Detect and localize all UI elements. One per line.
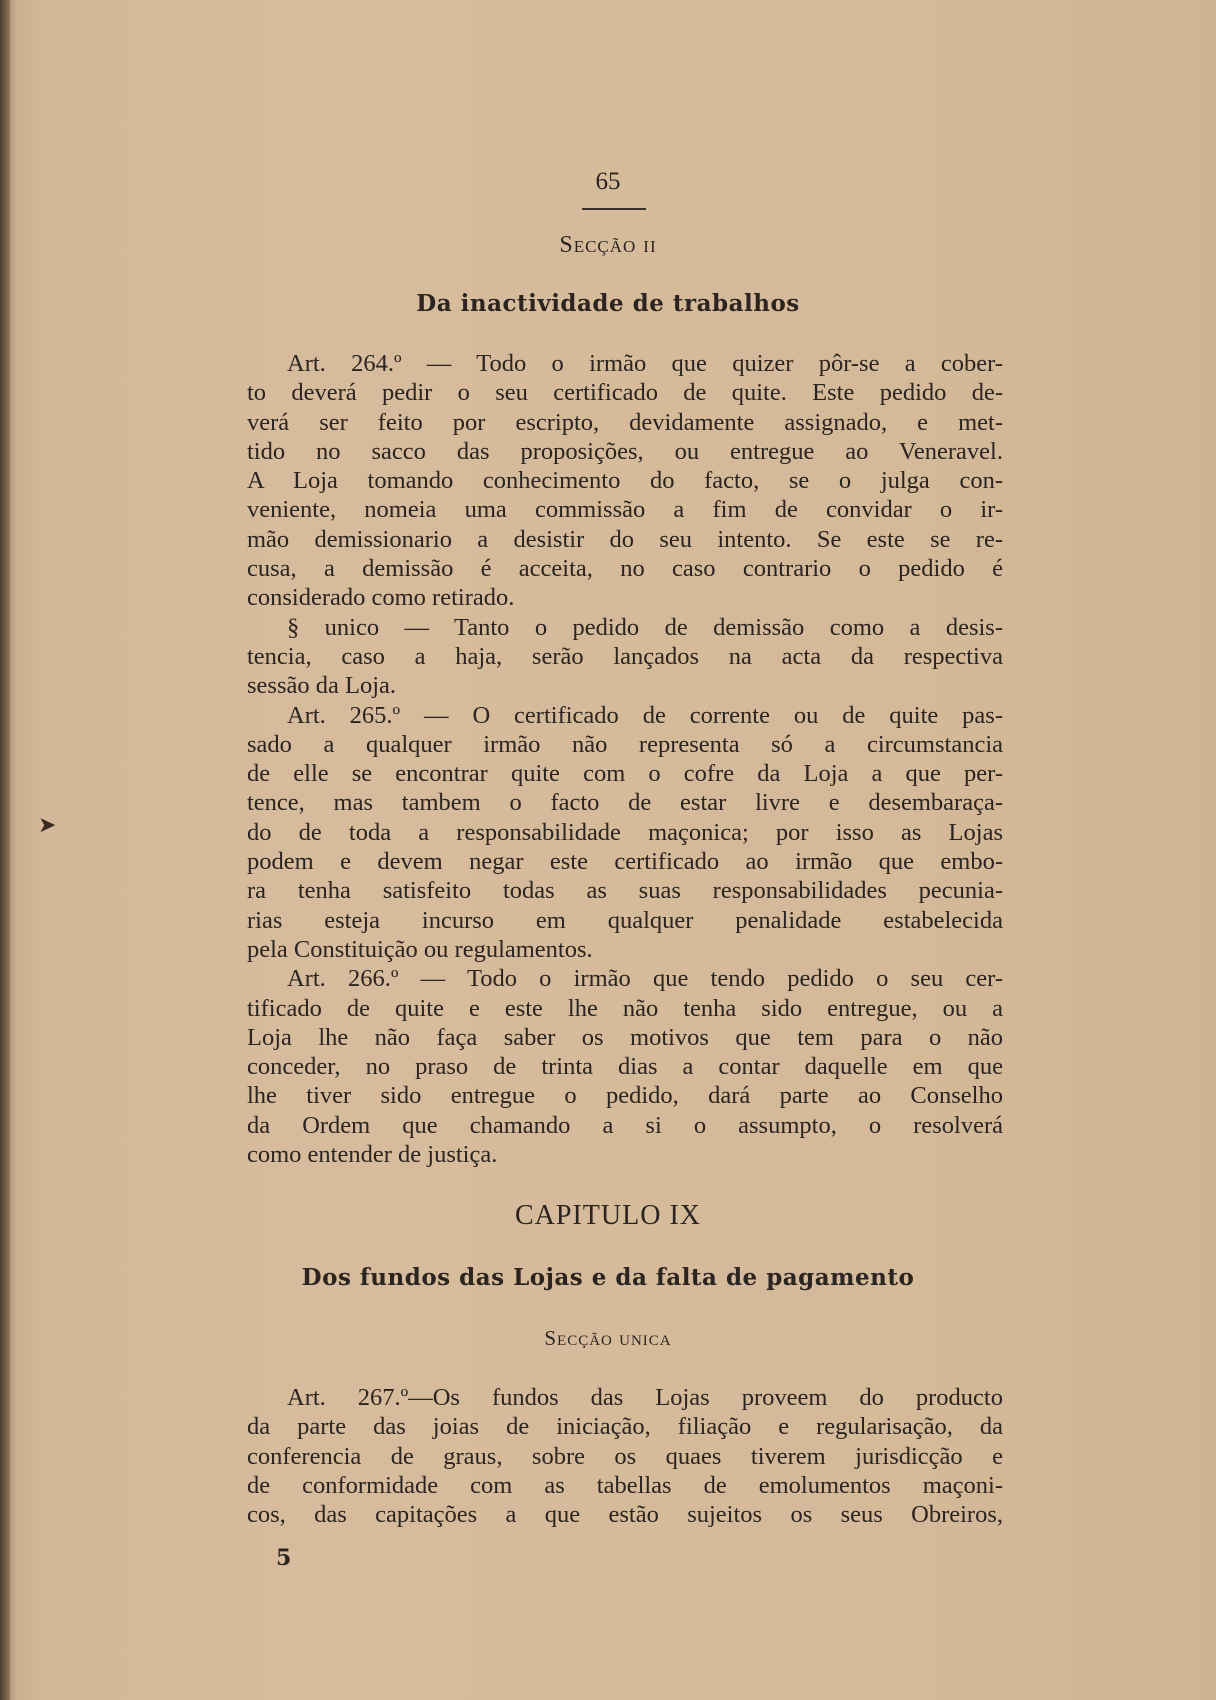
text-line: pela Constituição ou regulamentos.	[247, 935, 593, 963]
text-line: mão demissionario a desistir do seu intento. Se este se re-	[247, 525, 1003, 553]
text-line: cusa, a demissão é acceita, no caso contrario o pedido é	[247, 555, 1003, 583]
chapter-label: CAPITULO IX	[515, 1200, 701, 1231]
text-line: considerado como retirado.	[247, 584, 515, 612]
text-line: veniente, nomeia uma commissão a fim de convidar o ir-	[247, 496, 1003, 524]
text-line: tido no sacco das proposições, ou entregue ao Veneravel.	[247, 437, 1003, 465]
text-line: de elle se encontrar quite com o cofre da Loja a que per-	[247, 760, 1003, 788]
margin-arrow-mark: ➤	[38, 812, 57, 837]
text-line: tificado de quite e este lhe não tenha sido entregue, ou a	[247, 994, 1003, 1022]
text-line: Art. 264.º — Todo o irmão que quizer pôr-se a cober-	[287, 350, 1003, 377]
text-line: verá ser feito por escripto, devidamente assignado, e met-	[247, 408, 1003, 436]
text-line: sessão da Loja.	[247, 672, 396, 700]
text-line: tence, mas tambem o facto de estar livre e desembaraça-	[247, 789, 1003, 817]
text-line: do de toda a responsabilidade maçonica; por isso as Lojas	[247, 818, 1003, 846]
chapter-section-label: Secção unica	[544, 1326, 672, 1350]
text-line: rias esteja incurso em qualquer penalidade estabelecida	[247, 906, 1003, 934]
text-line: § unico — Tanto o pedido de demissão como a desis-	[287, 613, 1003, 641]
text-line: cos, das capitações a que estão sujeitos os seus Obreiros,	[247, 1501, 1003, 1529]
section-body	[247, 349, 1003, 1169]
text-line: to deverá pedir o seu certificado de quite. Este pedido de-	[247, 379, 1003, 407]
text-line: A Loja tomando conhecimento do facto, se o julga con-	[247, 467, 1003, 495]
signature-mark: 5	[276, 1545, 292, 1571]
header-rule	[582, 208, 646, 210]
text-line: Loja lhe não faça saber os motivos que tem para o não	[247, 1023, 1003, 1051]
text-line: Art. 267.º—Os fundos das Lojas proveem do producto	[287, 1384, 1003, 1411]
text-line: como entender de justiça.	[247, 1141, 498, 1169]
text-line: da Ordem que chamando a si o assumpto, o resolverá	[247, 1111, 1003, 1139]
chapter-body	[247, 1383, 1003, 1529]
text-line: podem e devem negar este certificado ao irmão que embo-	[247, 848, 1003, 876]
text-line: ra tenha satisfeito todas as suas responsabilidades pecunia-	[247, 877, 1003, 905]
text-line: tencia, caso a haja, serão lançados na acta da respectiva	[247, 642, 1003, 670]
text-line: Art. 266.º — Todo o irmão que tendo pedido o seu cer-	[287, 965, 1003, 993]
text-line: lhe tiver sido entregue o pedido, dará parte ao Conselho	[247, 1082, 1003, 1110]
text-line: da parte das joias de iniciação, filiação e regularisação, da	[247, 1413, 1003, 1441]
text-line: de conformidade com as tabellas de emolumentos maçoni-	[247, 1471, 1003, 1499]
section-title: Da inactividade de trabalhos	[416, 290, 800, 317]
text-line: Art. 265.º — O certificado de corrente ou de quite pas-	[287, 701, 1003, 729]
text-line: sado a qualquer irmão não representa só a circumstancia	[247, 730, 1003, 758]
chapter-title: Dos fundos das Lojas e da falta de pagamento	[301, 1264, 915, 1291]
text-line: conceder, no praso de trinta dias a contar daquelle em que	[247, 1053, 1003, 1081]
page-number: 65	[595, 168, 621, 195]
text-line: conferencia de graus, sobre os quaes tiverem jurisdicção e	[247, 1442, 1003, 1470]
section-label: Secção ii	[559, 232, 657, 258]
